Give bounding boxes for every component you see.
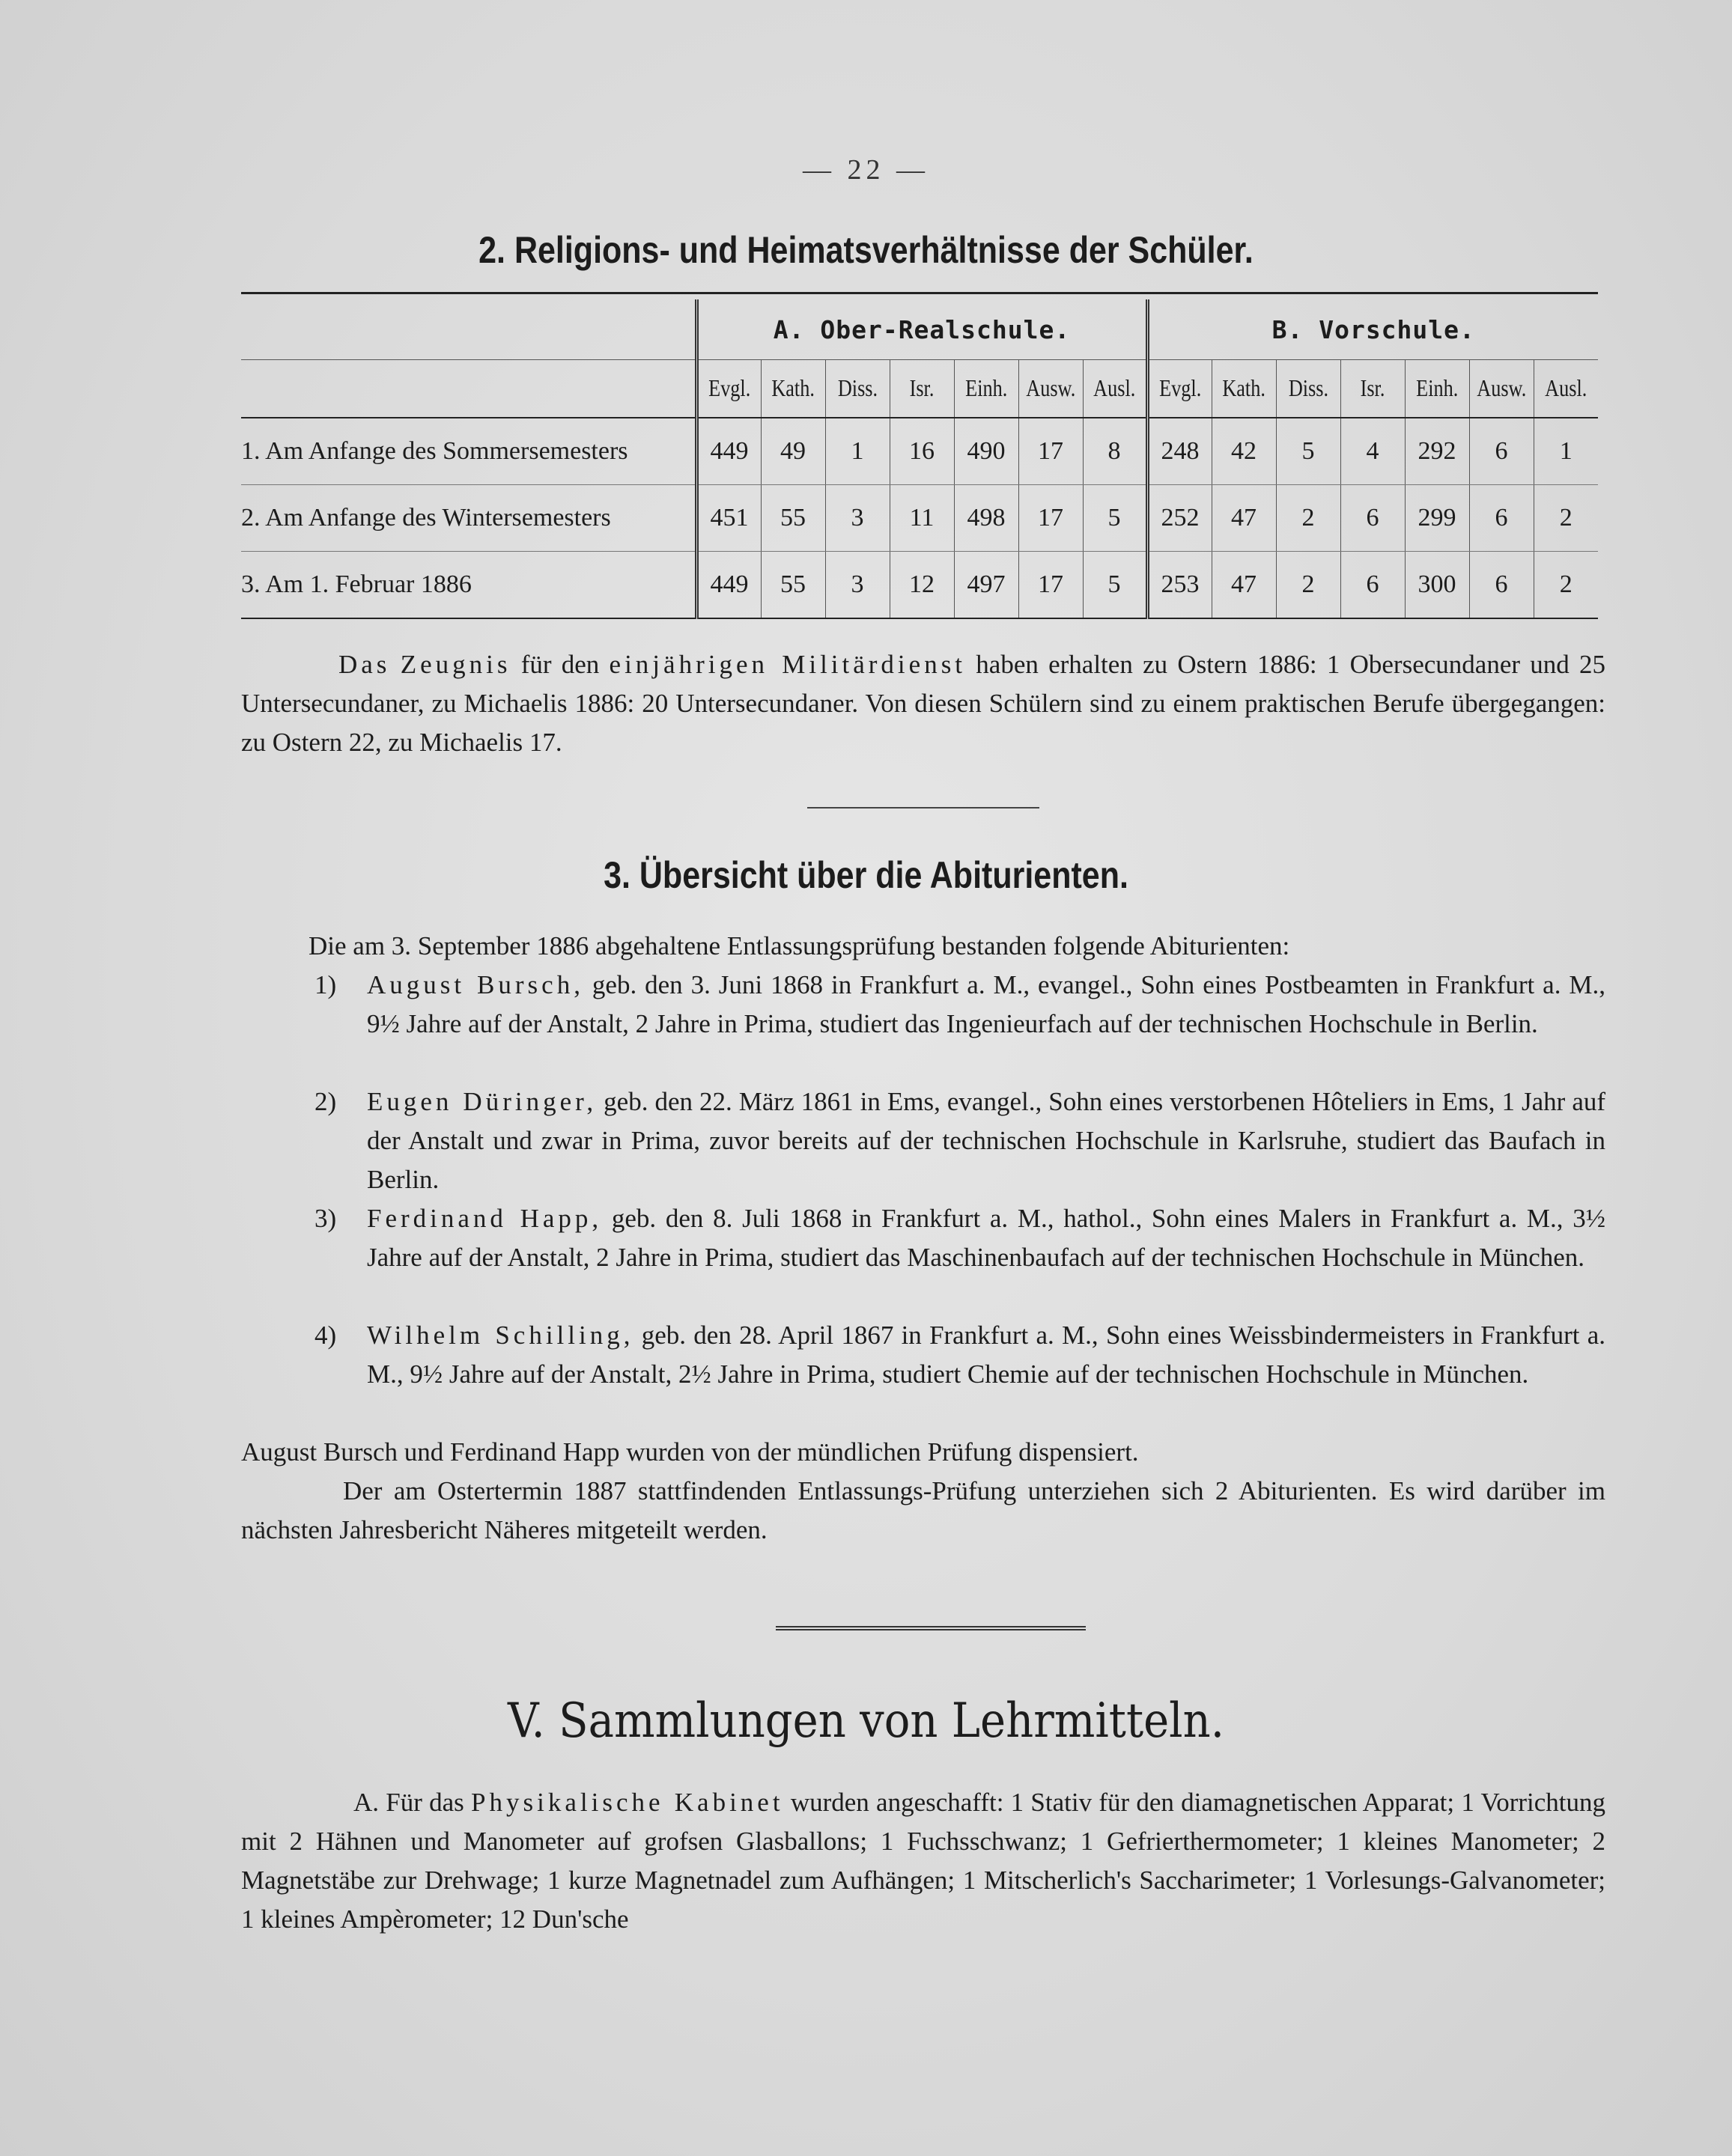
short-divider xyxy=(807,807,1039,808)
table-cell: 6 xyxy=(1469,485,1534,552)
table-cell: 490 xyxy=(954,418,1018,485)
table-cell: 498 xyxy=(954,485,1018,552)
table-cell: 497 xyxy=(954,552,1018,619)
table-cell: 252 xyxy=(1147,485,1212,552)
table-cell: 12 xyxy=(890,552,954,619)
zeugnis-spaced: Zeugnis xyxy=(400,650,511,679)
table-cell: 3 xyxy=(825,552,890,619)
section-3-heading: 3. Übersicht über die Abiturienten. xyxy=(604,854,1128,896)
abiturient-details: geb. den 3. Juni 1868 in Frankfurt a. M., evangel., Sohn eines Postbeamten in Frankfurt a. M., 9½ Jahre auf der Anstalt, 2 Jahre in Prima, studiert das Ingenieurfach auf der technischen Hochschule in Berlin. xyxy=(367,970,1605,1038)
section-v-heading: V. Sammlungen von Lehrmitteln. xyxy=(507,1693,1225,1749)
item-number: 2) xyxy=(315,1087,337,1116)
abiturienten-intro: Die am 3. September 1886 abgehaltene Entlassungsprüfung bestanden folgende Abiturienten: xyxy=(309,931,1290,960)
column-header-row xyxy=(241,360,1598,418)
column-header: Ausw. xyxy=(1469,360,1534,418)
column-header: Isr. xyxy=(1340,360,1405,418)
zeugnis-rest: haben erhalten zu Ostern 1886: 1 Obersecundaner und 25 Untersecundaner, zu Michaelis 1886: 20 Untersecundaner. Von diesen Schülern sind zu einem praktischen Berufe übergegangen: zu Ostern 22, zu Michaelis 17. xyxy=(241,650,1605,757)
column-header: Diss. xyxy=(1276,360,1340,418)
column-header: Evgl. xyxy=(696,360,761,418)
table-cell: 49 xyxy=(761,418,825,485)
column-header: Einh. xyxy=(1405,360,1469,418)
dispens-note: August Bursch und Ferdinand Happ wurden von der mündlichen Prüfung dispensiert. xyxy=(241,1437,1139,1467)
zeugnis-spaced-2: einjährigen Militärdienst xyxy=(609,650,967,679)
table-cell: 6 xyxy=(1469,552,1534,619)
table-cell: 8 xyxy=(1083,418,1147,485)
table-cell: 55 xyxy=(761,485,825,552)
table-cell: 6 xyxy=(1340,485,1405,552)
table-cell: 55 xyxy=(761,552,825,619)
table-cell: 16 xyxy=(890,418,954,485)
abiturient-name: Wilhelm Schilling, xyxy=(367,1321,634,1350)
abiturient-details: geb. den 22. März 1861 in Ems, evangel., Sohn eines verstorbenen Hôteliers in Ems, 1 Jahr auf der Anstalt und zwar in Prima, zuvor bereits auf der technischen Hochschule in Karlsruhe, studiert das Baufach in Berlin. xyxy=(367,1087,1606,1194)
table-cell: 3 xyxy=(825,485,890,552)
sammlungen-rest: wurden angeschafft: 1 Stativ für den diamagnetischen Apparat; 1 Vorrichtung mit 2 Hähnen und Manometer auf grofsen Glasballons; 1 Fuchsschwanz; 1 Gefrierthermometer; 1 kleines Manometer; 2 Magnetstäbe zur Drehwage; 1 kurze Magnetnadel zum Aufhängen; 1 Mitscherlich's Saccharimeter; 1 Vorlesungs-Galvanometer; 1 kleines Ampèrometer; 12 Dun'sche xyxy=(241,1788,1606,1934)
table-cell: 42 xyxy=(1212,418,1276,485)
item-number: 4) xyxy=(315,1321,337,1350)
row-label: 1. Am Anfange des Sommersemesters xyxy=(241,418,696,485)
abiturient-name: Ferdinand Happ, xyxy=(367,1204,603,1233)
abiturient-details: geb. den 8. Juli 1868 in Frankfurt a. M., hathol., Sohn eines Malers in Frankfurt a. M., 3½ Jahre auf der Anstalt, 2 Jahre in Prima, studiert das Maschinenbaufach auf der technischen Hochschule in München. xyxy=(367,1204,1605,1272)
column-header: Diss. xyxy=(825,360,890,418)
section-2-heading: 2. Religions- und Heimatsverhältnisse der Schüler. xyxy=(478,229,1254,271)
table-cell: 2 xyxy=(1276,485,1340,552)
column-header: Ausw. xyxy=(1018,360,1083,418)
table-cell: 299 xyxy=(1405,485,1469,552)
column-header: Evgl. xyxy=(1147,360,1212,418)
column-header: Kath. xyxy=(761,360,825,418)
item-number: 3) xyxy=(315,1204,337,1233)
zeugnis-pre: Das xyxy=(338,650,391,679)
table-top-rule xyxy=(241,292,1598,294)
zeugnis-mid: für den xyxy=(520,650,600,679)
double-divider xyxy=(776,1626,1086,1630)
table-cell: 248 xyxy=(1147,418,1212,485)
table-cell: 5 xyxy=(1276,418,1340,485)
column-header: Einh. xyxy=(954,360,1018,418)
table-cell: 17 xyxy=(1018,485,1083,552)
table-cell: 5 xyxy=(1083,552,1147,619)
column-header: Kath. xyxy=(1212,360,1276,418)
table-row xyxy=(241,485,1598,552)
table-cell: 1 xyxy=(825,418,890,485)
table-cell: 11 xyxy=(890,485,954,552)
abiturient-name: August Bursch, xyxy=(367,970,584,999)
abiturient-item xyxy=(315,1082,1606,1199)
abiturient-name: Eugen Düringer, xyxy=(367,1087,598,1116)
sammlungen-prefix: A. Für das xyxy=(353,1788,464,1817)
table-cell: 1 xyxy=(1534,418,1598,485)
column-header: Ausl. xyxy=(1534,360,1598,418)
group-a-header: A. Ober-Realschule. xyxy=(696,299,1147,360)
column-header: Ausl. xyxy=(1083,360,1147,418)
table-cell: 5 xyxy=(1083,485,1147,552)
abiturient-item xyxy=(315,1199,1605,1277)
table-cell: 17 xyxy=(1018,552,1083,619)
table-corner xyxy=(241,299,696,360)
ostertermin-note: Der am Ostertermin 1887 stattfindenden Entlassungs-Prüfung unterziehen sich 2 Abiturienten. Es wird darüber im nächsten Jahresbericht Näheres mitgeteilt werden. xyxy=(241,1476,1605,1544)
table-cell: 6 xyxy=(1469,418,1534,485)
table-cell: 2 xyxy=(1276,552,1340,619)
abiturient-item xyxy=(315,1316,1605,1394)
row-label: 3. Am 1. Februar 1886 xyxy=(241,552,696,619)
page-number: — 22 — xyxy=(803,154,929,186)
row-label: 2. Am Anfange des Wintersemesters xyxy=(241,485,696,552)
table-cell: 4 xyxy=(1340,418,1405,485)
table-cell: 300 xyxy=(1405,552,1469,619)
item-number: 1) xyxy=(315,970,337,999)
table-cell: 47 xyxy=(1212,485,1276,552)
table-cell: 47 xyxy=(1212,552,1276,619)
sammlungen-spaced: Physikalische Kabinet xyxy=(471,1788,784,1817)
sammlungen-paragraph xyxy=(241,1783,1605,1939)
table-cell: 2 xyxy=(1534,552,1598,619)
table-row xyxy=(241,418,1598,485)
table-row xyxy=(241,552,1598,619)
table-cell: 449 xyxy=(696,418,761,485)
abiturient-item xyxy=(315,966,1605,1044)
table-cell: 17 xyxy=(1018,418,1083,485)
table-cell: 2 xyxy=(1534,485,1598,552)
zeugnis-paragraph xyxy=(241,645,1605,762)
group-b-header: B. Vorschule. xyxy=(1147,299,1598,360)
table-cell: 253 xyxy=(1147,552,1212,619)
table-cell: 6 xyxy=(1340,552,1405,619)
table-cell: 292 xyxy=(1405,418,1469,485)
table-cell: 451 xyxy=(696,485,761,552)
column-header: Isr. xyxy=(890,360,954,418)
religion-table xyxy=(241,299,1598,619)
abiturient-details: geb. den 28. April 1867 in Frankfurt a. M., Sohn eines Weissbindermeisters in Frankfurt a. M., 9½ Jahre auf der Anstalt, 2½ Jahre in Prima, studiert Chemie auf der technischen Hochschule in München. xyxy=(367,1321,1605,1389)
table-cell: 449 xyxy=(696,552,761,619)
